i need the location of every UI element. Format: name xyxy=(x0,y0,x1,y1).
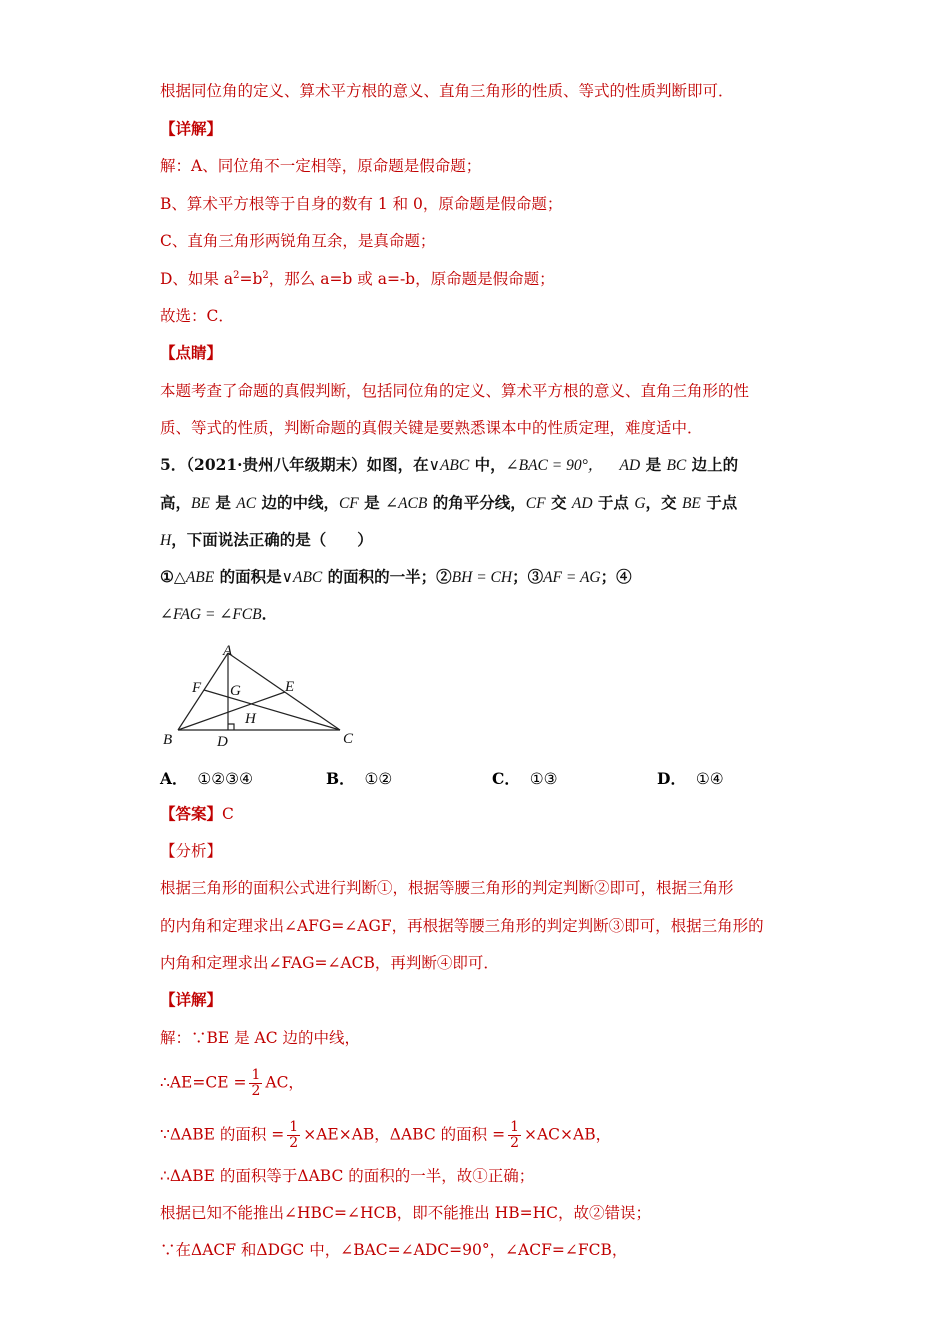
option-b: B． ①② xyxy=(326,769,393,788)
detail-conclusion: 故选：C． xyxy=(160,307,234,325)
detail2-line-5: 根据已知不能推出∠HBC=∠HCB，即不能推出 HB=HC，故②错误； xyxy=(160,1204,651,1222)
label-f: F xyxy=(192,680,202,696)
analysis-line-2: 的内角和定理求出∠AFG=∠AGF，再根据等腰三角形的判定判断③即可，根据三角形的 xyxy=(160,917,764,935)
detail-line-4: D、如果 $a^2=b^2$，那么 a=b 或 a=-b，原命题是假命题； xyxy=(160,270,555,288)
detail2-line-2: ∴AE=CE = $\frac{1}{2}$ AC， xyxy=(160,1067,304,1099)
analysis-line-1: 根据三角形的面积公式进行判断①，根据等腰三角形的判定判断②即可，根据三角形 xyxy=(160,879,734,897)
fraction-half: $\frac{1}{2}$ xyxy=(251,1067,261,1099)
fraction-half: $\frac{1}{2}$ xyxy=(510,1119,519,1151)
side-ab xyxy=(178,653,228,730)
question-5-line-2: 高，BE 是 AC 边的中线，CF 是 ∠ACB 的角平分线，CF 交 AD 于点 G，交 BE 于点 xyxy=(160,493,738,512)
comment-heading: 【点睛】 xyxy=(160,343,223,362)
option-c: C． ①③ xyxy=(492,769,558,788)
label-e: E xyxy=(285,679,295,695)
option-a: A． ①②③④ xyxy=(160,769,253,788)
detail-line-2: B、算术平方根等于自身的数有 1 和 0，原命题是假命题； xyxy=(160,195,563,213)
intro-text: 根据同位角的定义、算术平方根的意义、直角三角形的性质、等式的性质判断即可． xyxy=(160,82,734,100)
triangle-figure xyxy=(160,640,360,752)
label-a: A xyxy=(223,643,233,659)
detail2-line-4: ∴ΔABE 的面积等于ΔABC 的面积的一半，故①正确； xyxy=(160,1167,535,1185)
question-5-line-3: H，下面说法正确的是（ ） xyxy=(160,530,373,549)
analysis-line-3: 内角和定理求出∠FAG=∠ACB，再判断④即可． xyxy=(160,954,499,972)
detail2-line-3: ∵ΔABE 的面积 = $\frac{1}{2}$ ×AE×AB，ΔABC 的面积 = $\frac{1}{2}$ ×AC×AB， xyxy=(160,1119,612,1151)
answer-line: 【答案】C xyxy=(160,804,234,823)
detail2-heading: 【详解】 xyxy=(160,990,223,1009)
detail-line-1: 解：A、同位角不一定相等，原命题是假命题； xyxy=(160,157,482,175)
right-angle-mark xyxy=(228,724,234,730)
question-5-line-4: ①△ABE 的面积是∨ABC 的面积的一半；②BH = CH；③AF = AG；④ xyxy=(160,567,632,586)
detail2-line-6: ∵在ΔACF 和ΔDGC 中，∠BAC=∠ADC=90°，∠ACF=∠FCB， xyxy=(160,1241,628,1259)
question-5-line-5: ∠FAG = ∠FCB． xyxy=(160,604,278,623)
analysis-heading: 【分析】 xyxy=(160,842,223,860)
detail2-line-1: 解：∵BE 是 AC 边的中线， xyxy=(160,1029,361,1047)
label-g: G xyxy=(230,683,241,699)
label-d: D xyxy=(217,734,228,750)
detail-heading: 【详解】 xyxy=(160,119,223,138)
fraction-half: $\frac{1}{2}$ xyxy=(289,1119,299,1151)
comment-line-2: 质、等式的性质，判断命题的真假关键是要熟悉课本中的性质定理，难度适中． xyxy=(160,419,703,437)
question-5-line-1: 5．（2021·贵州八年级期末）如图，在∨ABC 中，∠BAC = 90°， AD 是 BC 边上的 xyxy=(160,455,739,474)
detail-line-3: C、直角三角形两锐角互余，是真命题； xyxy=(160,232,436,250)
label-b: B xyxy=(163,732,173,748)
label-c: C xyxy=(343,731,354,747)
comment-line-1: 本题考查了命题的真假判断，包括同位角的定义、算术平方根的意义、直角三角形的性 xyxy=(160,382,750,400)
label-h: H xyxy=(245,711,256,727)
option-d: D． ①④ xyxy=(657,769,724,788)
